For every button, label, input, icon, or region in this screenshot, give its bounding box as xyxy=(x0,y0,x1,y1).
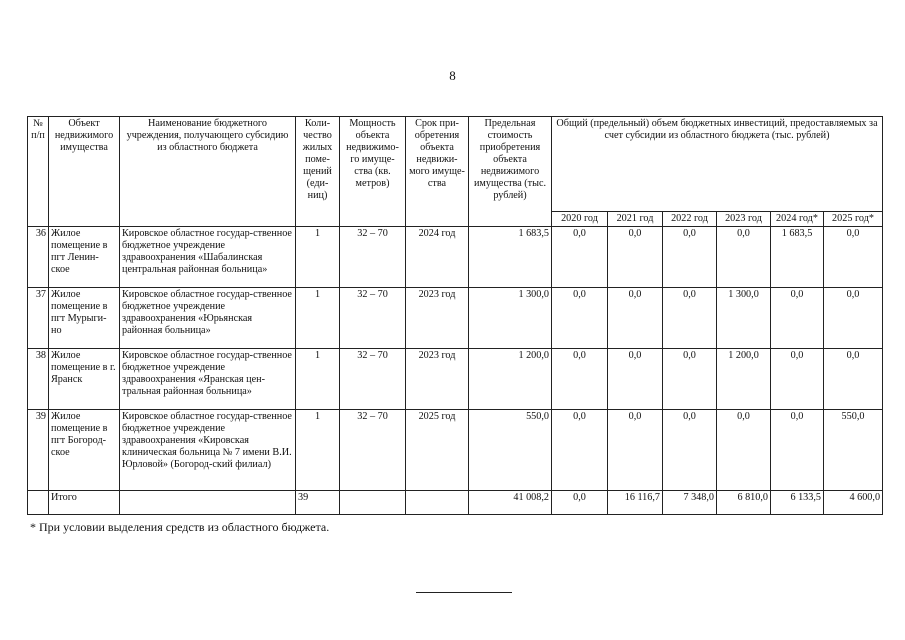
row-year-value: 0,0 xyxy=(608,410,663,491)
row-object: Жилое помещение в пгт Ленин-ское xyxy=(49,227,120,288)
row-term: 2025 год xyxy=(406,410,469,491)
row-max-cost: 1 300,0 xyxy=(469,288,552,349)
row-max-cost: 1 683,5 xyxy=(469,227,552,288)
row-year-value: 1 683,5 xyxy=(771,227,824,288)
header-institution: Наименование бюджетного учреждения, получающего субсидию из областного бюджета xyxy=(120,117,296,227)
header-investments: Общий (предельный) объем бюджетных инвестиций, предоставляемых за счет субсидии из областного бюджета (тыс. рублей) xyxy=(552,117,883,212)
row-year-value: 0,0 xyxy=(663,227,717,288)
header-year: 2023 год xyxy=(717,212,771,227)
row-quantity: 1 xyxy=(296,349,340,410)
row-object: Жилое помещение в г. Яранск xyxy=(49,349,120,410)
header-year: 2025 год* xyxy=(824,212,883,227)
row-year-value: 0,0 xyxy=(771,288,824,349)
row-num: 39 xyxy=(28,410,49,491)
row-area: 32 – 70 xyxy=(340,227,406,288)
row-object: Жилое помещение в пгт Мурыги-но xyxy=(49,288,120,349)
row-max-cost: 1 200,0 xyxy=(469,349,552,410)
row-year-value: 0,0 xyxy=(717,227,771,288)
total-year-value: 7 348,0 xyxy=(663,491,717,515)
row-year-value: 0,0 xyxy=(824,288,883,349)
row-institution: Кировское областное государ-ственное бюджетное учреждение здравоохранения «Шабалинская центральная районная больница» xyxy=(120,227,296,288)
row-year-value: 0,0 xyxy=(608,349,663,410)
header-max-cost: Предельная стоимость приобретения объекта недвижимого имущества (тыс. рублей) xyxy=(469,117,552,227)
header-year: 2024 год* xyxy=(771,212,824,227)
row-year-value: 0,0 xyxy=(552,349,608,410)
row-year-value: 0,0 xyxy=(552,227,608,288)
row-year-value: 0,0 xyxy=(771,349,824,410)
row-area: 32 – 70 xyxy=(340,410,406,491)
total-institution xyxy=(120,491,296,515)
row-year-value: 0,0 xyxy=(663,349,717,410)
total-max-cost: 41 008,2 xyxy=(469,491,552,515)
header-num: № п/п xyxy=(28,117,49,227)
row-year-value: 0,0 xyxy=(717,410,771,491)
row-max-cost: 550,0 xyxy=(469,410,552,491)
header-year: 2020 год xyxy=(552,212,608,227)
footnote: * При условии выделения средств из областного бюджета. xyxy=(30,520,330,534)
total-year-value: 0,0 xyxy=(552,491,608,515)
row-term: 2024 год xyxy=(406,227,469,288)
separator-line xyxy=(416,592,512,593)
row-year-value: 0,0 xyxy=(663,410,717,491)
row-num: 37 xyxy=(28,288,49,349)
row-num: 36 xyxy=(28,227,49,288)
total-year-value: 16 116,7 xyxy=(608,491,663,515)
header-area: Мощность объекта недвижимо-го имуще-ства (кв. метров) xyxy=(340,117,406,227)
total-num xyxy=(28,491,49,515)
table-row xyxy=(28,349,883,410)
row-year-value: 0,0 xyxy=(608,288,663,349)
total-term xyxy=(406,491,469,515)
row-year-value: 0,0 xyxy=(608,227,663,288)
row-quantity: 1 xyxy=(296,410,340,491)
row-year-value: 1 300,0 xyxy=(717,288,771,349)
total-year-value: 6 133,5 xyxy=(771,491,824,515)
row-year-value: 550,0 xyxy=(824,410,883,491)
table-row xyxy=(28,288,883,349)
row-num: 38 xyxy=(28,349,49,410)
total-quantity: 39 xyxy=(296,491,340,515)
row-institution: Кировское областное государ-ственное бюджетное учреждение здравоохранения «Юрьянская районная больница» xyxy=(120,288,296,349)
row-year-value: 1 200,0 xyxy=(717,349,771,410)
row-institution: Кировское областное государ-ственное бюджетное учреждение здравоохранения «Кировская клиническая больница № 7 имени В.И. Юрловой» (Богород-ский филиал) xyxy=(120,410,296,491)
row-quantity: 1 xyxy=(296,288,340,349)
row-area: 32 – 70 xyxy=(340,349,406,410)
total-year-value: 4 600,0 xyxy=(824,491,883,515)
row-term: 2023 год xyxy=(406,288,469,349)
page-number: 8 xyxy=(449,68,456,83)
total-label: Итого xyxy=(49,491,120,515)
row-year-value: 0,0 xyxy=(552,288,608,349)
row-year-value: 0,0 xyxy=(663,288,717,349)
row-quantity: 1 xyxy=(296,227,340,288)
header-term: Срок при-обретения объекта недвижи-мого имуще-ства xyxy=(406,117,469,227)
total-year-value: 6 810,0 xyxy=(717,491,771,515)
header-object: Объект недвижимого имущества xyxy=(49,117,120,227)
row-institution: Кировское областное государ-ственное бюджетное учреждение здравоохранения «Яранская цен-тральная районная больница» xyxy=(120,349,296,410)
header-row xyxy=(28,117,883,212)
table-row xyxy=(28,227,883,288)
row-object: Жилое помещение в пгт Богород-ское xyxy=(49,410,120,491)
header-quantity: Коли-чество жилых поме-щений (еди-ниц) xyxy=(296,117,340,227)
total-row xyxy=(28,491,883,515)
investment-table xyxy=(27,116,883,515)
row-term: 2023 год xyxy=(406,349,469,410)
header-year: 2021 год xyxy=(608,212,663,227)
row-year-value: 0,0 xyxy=(824,349,883,410)
row-year-value: 0,0 xyxy=(824,227,883,288)
row-area: 32 – 70 xyxy=(340,288,406,349)
header-year: 2022 год xyxy=(663,212,717,227)
row-year-value: 0,0 xyxy=(552,410,608,491)
total-area xyxy=(340,491,406,515)
row-year-value: 0,0 xyxy=(771,410,824,491)
table-row xyxy=(28,410,883,491)
